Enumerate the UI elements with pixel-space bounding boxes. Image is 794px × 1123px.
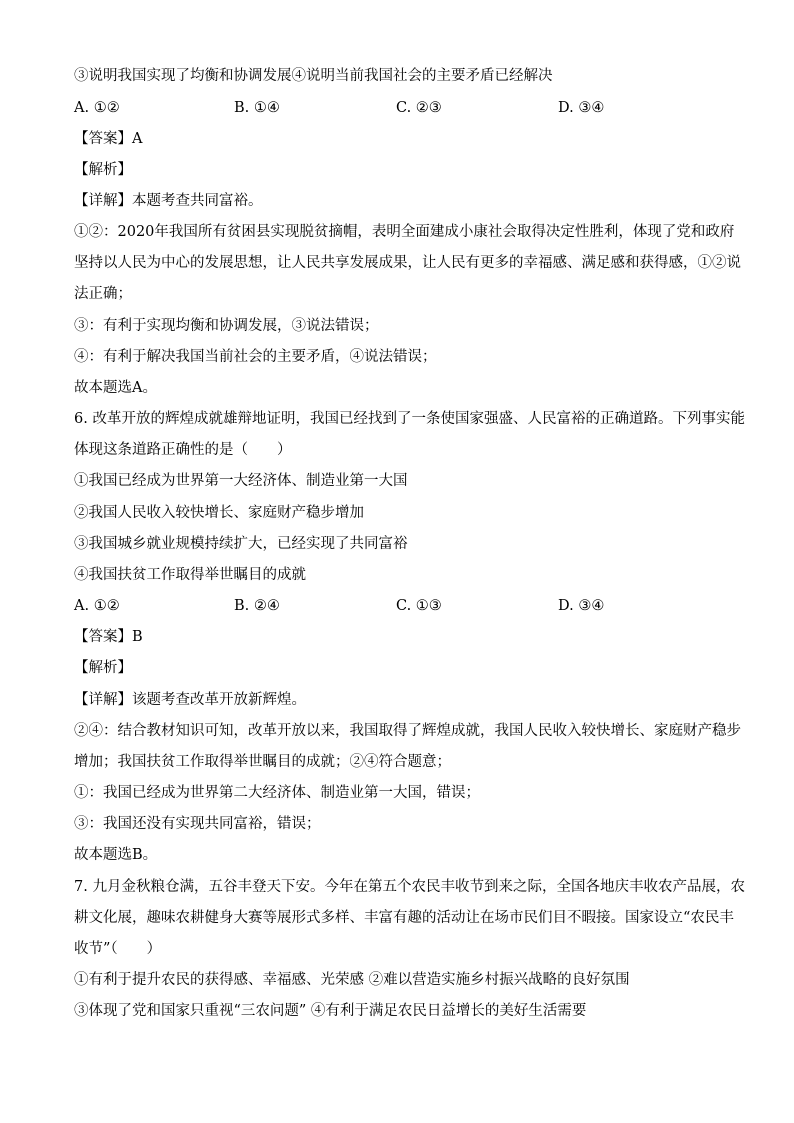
q5-explanation-12-line3: 法正确；	[74, 286, 132, 302]
q6-option-d: D. ③④	[558, 598, 605, 614]
q5-option-b: B. ①④	[234, 100, 280, 116]
q6-option-a: A. ①②	[74, 598, 120, 614]
q6-option-b: B. ②④	[234, 598, 280, 614]
q5-statements-3-4: ③说明我国实现了均衡和协调发展④说明当前我国社会的主要矛盾已经解决	[74, 68, 553, 84]
q6-stem-line2: 体现这条道路正确性的是（ ）	[74, 442, 292, 458]
q6-explanation-24-line2: 增加；我国扶贫工作取得举世瞩目的成就；②④符合题意；	[74, 754, 451, 770]
q6-answer: 【答案】B	[74, 629, 143, 645]
q6-statement-2: ②我国人民收入较快增长、家庭财产稳步增加	[74, 505, 364, 521]
q5-answer: 【答案】A	[74, 131, 143, 147]
q5-detail: 【详解】本题考查共同富裕。	[74, 193, 263, 209]
q7-stem-line3: 收节”（ ）	[74, 941, 162, 957]
q6-explanation-3: ③：我国还没有实现共同富裕，错误；	[74, 816, 321, 832]
q5-option-a: A. ①②	[74, 100, 120, 116]
q7-stem-line1: 7. 九月金秋粮仓满，五谷丰登天下安。今年在第五个农民丰收节到来之际，全国各地庆丰收农产品展，农	[74, 879, 745, 895]
q7-statements-1-2: ①有利于提升农民的获得感、幸福感、光荣感 ②难以营造实施乡村振兴战略的良好氛围	[74, 972, 630, 988]
q6-conclusion: 故本题选B。	[74, 847, 158, 863]
q5-explanation-12-line1: ①②：2020年我国所有贫困县实现脱贫摘帽，表明全面建成小康社会取得决定性胜利，体现了党和政府	[74, 224, 735, 240]
q5-analysis-label: 【解析】	[74, 162, 132, 178]
q6-statement-4: ④我国扶贫工作取得举世瞩目的成就	[74, 567, 306, 583]
q7-statements-3-4: ③体现了党和国家只重视“三农问题” ④有利于满足农民日益增长的美好生活需要	[74, 1003, 587, 1019]
q6-explanation-24-line1: ②④：结合教材知识可知，改革开放以来，我国取得了辉煌成就，我国人民收入较快增长、家庭财产稳步	[74, 723, 741, 739]
q6-option-c: C. ①③	[396, 598, 442, 614]
q6-statement-1: ①我国已经成为世界第一大经济体、制造业第一大国	[74, 473, 408, 489]
q7-stem-line2: 耕文化展，趣味农耕健身大赛等展形式多样、丰富有趣的活动让在场市民们目不暇接。国家设立“农民丰	[74, 910, 734, 926]
q5-option-d: D. ③④	[558, 100, 605, 116]
q6-explanation-1: ①：我国已经成为世界第二大经济体、制造业第一大国，错误；	[74, 785, 480, 801]
q5-explanation-3: ③：有利于实现均衡和协调发展，③说法错误；	[74, 318, 379, 334]
q5-explanation-12-line2: 坚持以人民为中心的发展思想，让人民共享发展成果，让人民有更多的幸福感、满足感和获得感，①②说	[74, 255, 741, 271]
q6-detail: 【详解】该题考查改革开放新辉煌。	[74, 692, 306, 708]
q6-stem-line1: 6. 改革开放的辉煌成就雄辩地证明，我国已经找到了一条使国家强盛、人民富裕的正确道路。下列事实能	[74, 411, 745, 427]
q5-explanation-4: ④：有利于解决我国当前社会的主要矛盾，④说法错误；	[74, 349, 437, 365]
q6-analysis-label: 【解析】	[74, 660, 132, 676]
q6-statement-3: ③我国城乡就业规模持续扩大，已经实现了共同富裕	[74, 536, 408, 552]
q5-conclusion: 故本题选A。	[74, 380, 157, 396]
q5-option-c: C. ②③	[396, 100, 442, 116]
